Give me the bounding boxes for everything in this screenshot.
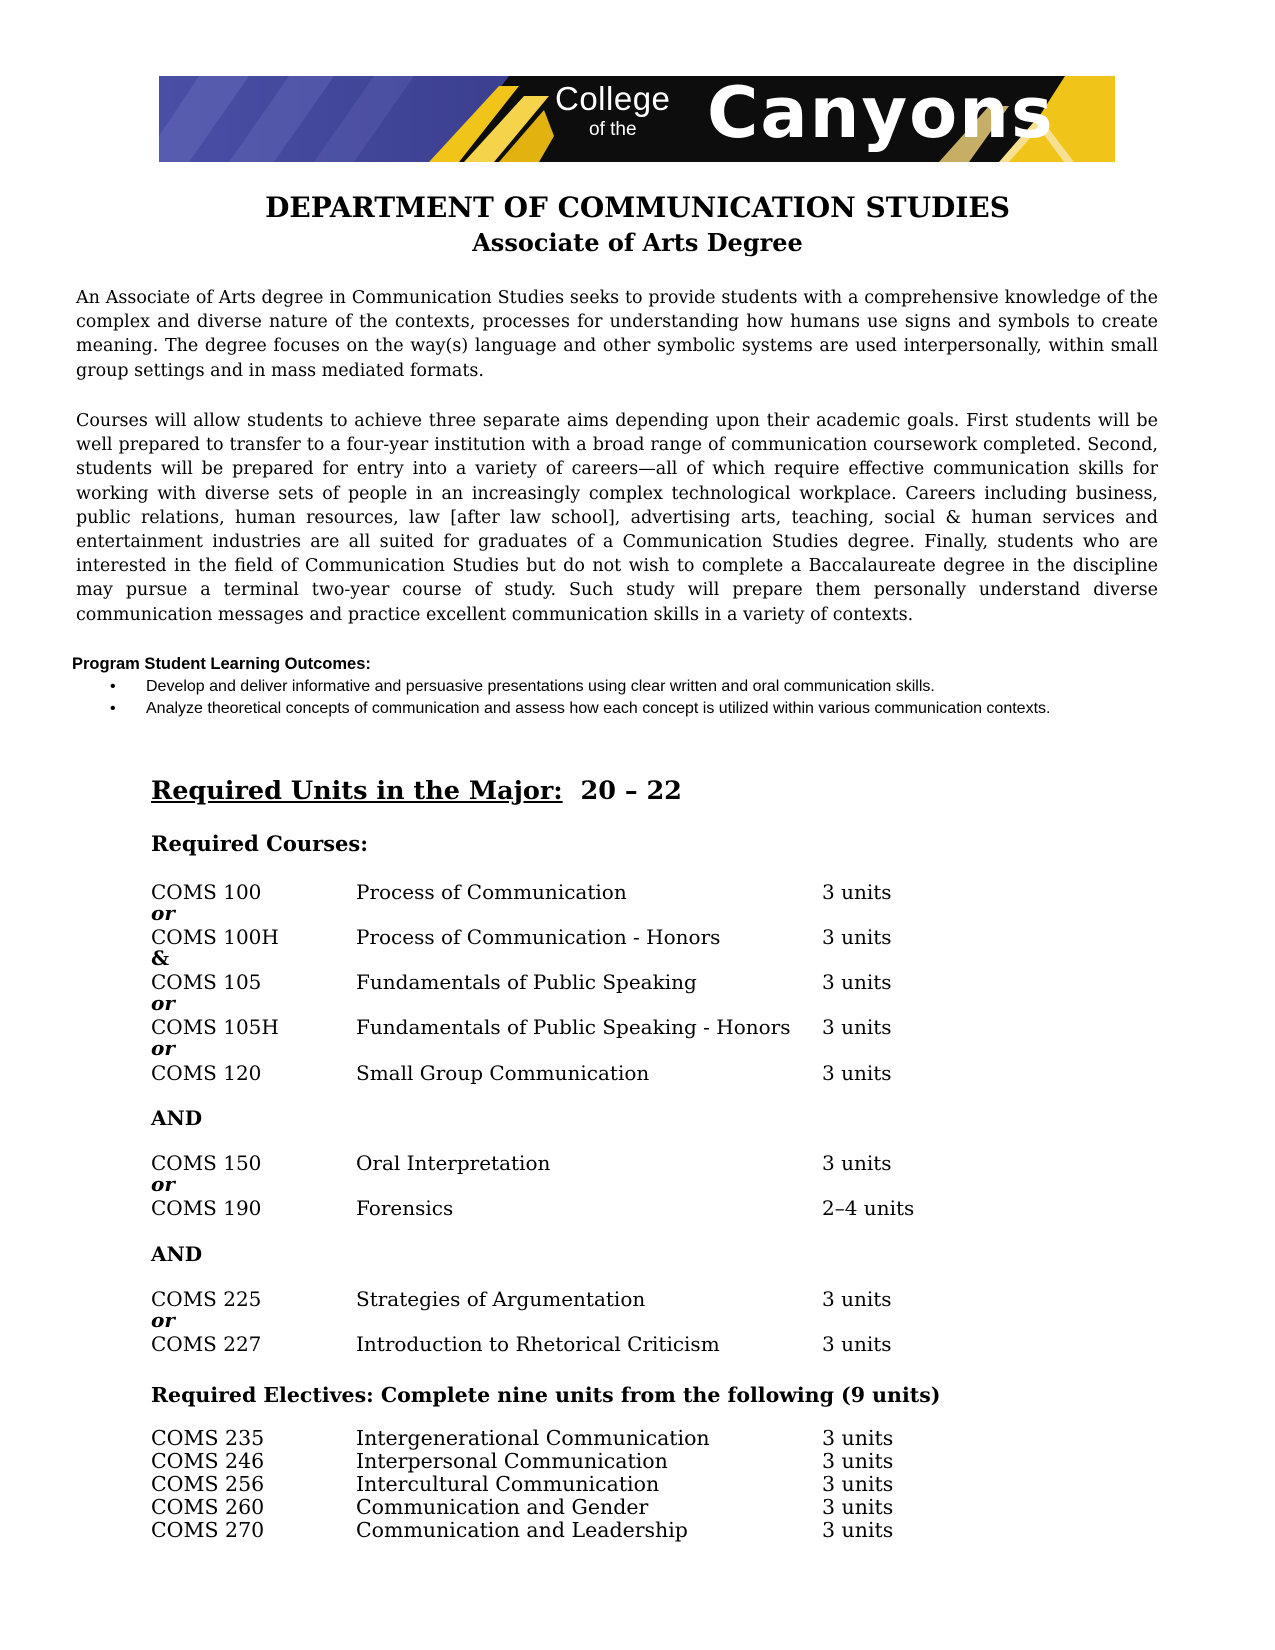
course-units: 3 units [822,1287,892,1311]
course-name: Intergenerational Communication [356,1426,710,1450]
course-code: COMS 190 [151,1196,262,1220]
course-name: Oral Interpretation [356,1151,551,1175]
required-units-heading [151,775,682,807]
course-code: COMS 105H [151,1015,279,1039]
course-code: COMS 256 [151,1472,265,1496]
logo-of-the-text: of the [589,119,637,140]
required-units-label: Required Units in the Major: [151,776,563,806]
course-name: Introduction to Rhetorical Criticism [356,1332,720,1356]
course-units: 3 units [822,1061,892,1085]
course-code: COMS 246 [151,1449,265,1473]
slo-list [106,676,1158,719]
amp-connector: & [151,946,170,970]
course-code: COMS 120 [151,1061,262,1085]
logo-college-text: College [555,80,671,117]
course-code: COMS 235 [151,1426,265,1450]
course-code: COMS 270 [151,1518,265,1542]
or-connector: or [151,901,175,925]
or-connector: or [151,1172,175,1196]
or-connector: or [151,991,175,1015]
course-name: Process of Communication - Honors [356,925,721,949]
and-connector: AND [151,1106,203,1130]
course-name: Forensics [356,1196,454,1220]
required-courses-heading: Required Courses: [151,831,368,856]
course-name: Strategies of Argumentation [356,1287,646,1311]
course-units: 3 units [822,925,892,949]
course-units: 3 units [822,880,892,904]
course-units: 3 units [822,1472,894,1496]
college-banner [159,76,1115,162]
course-code: COMS 105 [151,970,262,994]
course-name: Interpersonal Communication [356,1449,668,1473]
course-name: Small Group Communication [356,1061,650,1085]
or-connector: or [151,1036,175,1060]
course-name: Fundamentals of Public Speaking [356,970,697,994]
course-name: Intercultural Communication [356,1472,660,1496]
course-units: 3 units [822,1495,894,1519]
course-units: 3 units [822,970,892,994]
course-name: Process of Communication [356,880,627,904]
course-code: COMS 225 [151,1287,262,1311]
course-units: 3 units [822,1449,894,1473]
course-code: COMS 100H [151,925,279,949]
or-connector: or [151,1308,175,1332]
course-units: 3 units [822,1332,892,1356]
course-units: 3 units [822,1426,894,1450]
logo-canyons-text: Canyons [707,76,1055,154]
and-connector: AND [151,1242,203,1266]
course-units: 3 units [822,1015,892,1039]
course-code: COMS 150 [151,1151,262,1175]
course-units: 2–4 units [822,1196,915,1220]
course-name: Fundamentals of Public Speaking - Honors [356,1015,791,1039]
course-code: COMS 100 [151,880,262,904]
required-electives-heading: Required Electives: Complete nine units from the following (9 units) [151,1383,941,1407]
aims-paragraph: Courses will allow students to achieve three separate aims depending upon their academic goals. First students will be well prepared to transfer to a four-year institution with a broad range of communication coursework completed. Second, students will be prepared for entry into a variety of careers—all of which require effective communication skills for working with diverse sets of people in an increasingly complex technological workplace. Careers including business, public relations, human resources, law [after law school], advertising arts, teaching, social & human services and entertainment industries are all suited for graduates of a Communication Studies degree. Finally, students who are interested in the field of Communication Studies but do not wish to complete a Baccalaureate degree in the discipline may pursue a terminal two-year course of study. Such study will prepare them personally understand diverse communication messages and practice excellent communication skills in a variety of contexts. [76,411,1158,625]
course-code: COMS 227 [151,1332,262,1356]
page-subtitle: Associate of Arts Degree [472,228,803,257]
slo-item: • Develop and deliver informative and persuasive presentations using clear written and oral communication skills. [106,676,1158,698]
course-name: Communication and Leadership [356,1518,688,1542]
slo-item: • Analyze theoretical concepts of communication and assess how each concept is utilized within various communication contexts. [106,698,1158,720]
intro-paragraph: An Associate of Arts degree in Communication Studies seeks to provide students with a comprehensive knowledge of the complex and diverse nature of the contexts, processes for understanding how humans use signs and symbols to create meaning. The degree focuses on the way(s) language and other symbolic systems are used interpersonally, within small group settings and in mass mediated formats. [76,288,1158,381]
course-code: COMS 260 [151,1495,265,1519]
course-units: 3 units [822,1151,892,1175]
course-name: Communication and Gender [356,1495,649,1519]
course-units: 3 units [822,1518,894,1542]
slo-heading: Program Student Learning Outcomes: [72,655,371,673]
page-title: DEPARTMENT OF COMMUNICATION STUDIES [265,191,1010,224]
required-units-value: 20 – 22 [580,776,682,806]
